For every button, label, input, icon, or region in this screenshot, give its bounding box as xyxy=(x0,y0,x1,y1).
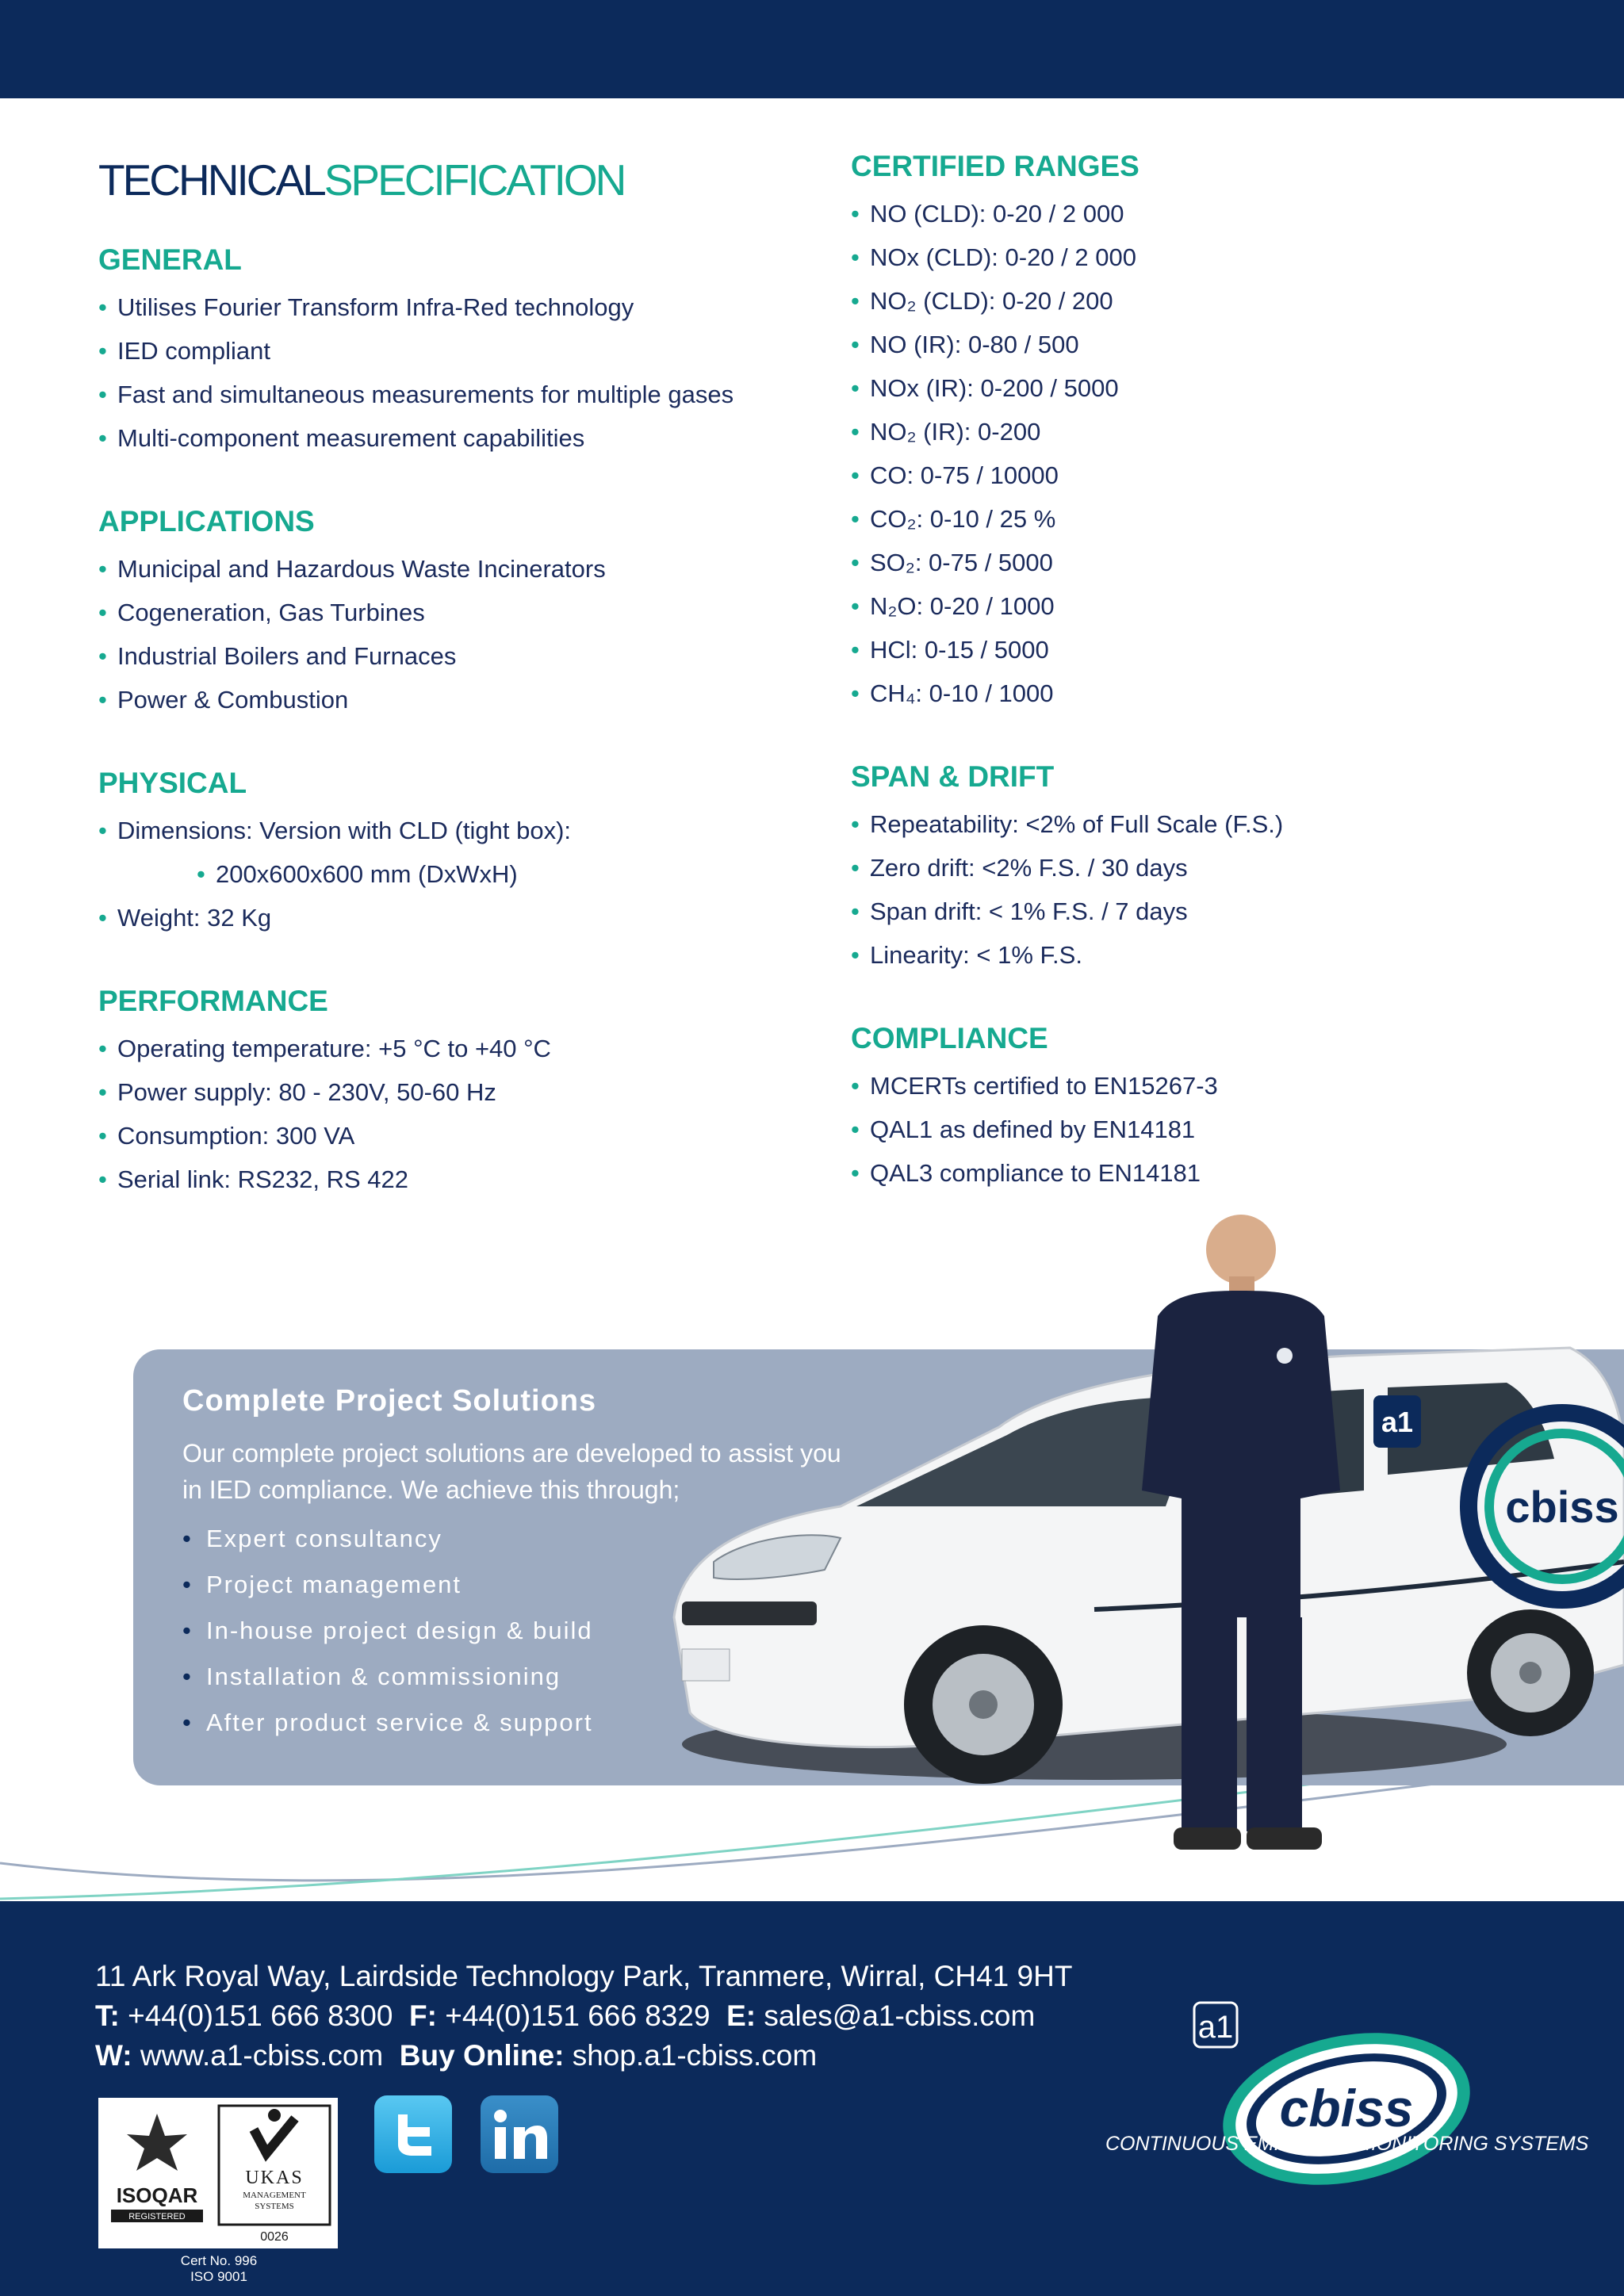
a1-cbiss-logo xyxy=(1102,1949,1578,2210)
twitter-icon[interactable] xyxy=(374,2095,452,2173)
left-column xyxy=(98,155,780,1246)
shop-link[interactable]: shop.a1-cbiss.com xyxy=(572,2039,818,2072)
list-item: • Project management xyxy=(182,1562,959,1608)
svg-text:cbiss: cbiss xyxy=(1279,2079,1414,2137)
list-item: • MCERTs certified to EN15267-3 xyxy=(851,1064,1565,1108)
certified-ranges-list xyxy=(851,192,1565,715)
list-item: • SO₂: 0-75 / 5000 xyxy=(851,541,1565,584)
list-item: • N₂O: 0-20 / 1000 xyxy=(851,584,1565,628)
phone-number[interactable]: +44(0)151 666 8300 xyxy=(128,1999,393,2032)
svg-text:REGISTERED: REGISTERED xyxy=(128,2212,186,2221)
list-item: • Serial link: RS232, RS 422 xyxy=(98,1158,780,1201)
van-with-technician-image xyxy=(650,1189,1624,1887)
list-item: • Dimensions: Version with CLD (tight box): xyxy=(98,809,780,852)
list-item: • IED compliant xyxy=(98,329,780,373)
cert-caption: Cert No. 996 ISO 9001 xyxy=(180,2253,258,2284)
performance-list xyxy=(98,1027,780,1201)
list-item: • CH₄: 0-10 / 1000 xyxy=(851,672,1565,715)
list-item: • Cogeneration, Gas Turbines xyxy=(98,591,780,634)
list-item: • NO (CLD): 0-20 / 2 000 xyxy=(851,192,1565,235)
section-heading-physical: PHYSICAL xyxy=(98,767,247,799)
list-item: • Weight: 32 Kg xyxy=(98,896,780,939)
list-item: • QAL1 as defined by EN14181 xyxy=(851,1108,1565,1151)
list-item: • Expert consultancy xyxy=(182,1516,959,1562)
list-item: • Span drift: < 1% F.S. / 7 days xyxy=(851,890,1565,933)
section-heading-performance: PERFORMANCE xyxy=(98,985,328,1017)
page-title: TECHNICALSPECIFICATION xyxy=(98,155,625,205)
address: 11 Ark Royal Way, Lairdside Technology Park, Tranmere, Wirral, CH41 9HT xyxy=(95,1960,1073,1992)
list-item: • Zero drift: <2% F.S. / 30 days xyxy=(851,846,1565,890)
list-item: • QAL3 compliance to EN14181 xyxy=(851,1151,1565,1195)
svg-text:ISOQAR: ISOQAR xyxy=(116,2183,198,2207)
list-item: • Installation & commissioning xyxy=(182,1654,959,1700)
list-subitem: • 200x600x600 mm (DxWxH) xyxy=(98,852,780,896)
list-item: • Repeatability: <2% of Full Scale (F.S.) xyxy=(851,802,1565,846)
list-item: • NO (IR): 0-80 / 500 xyxy=(851,323,1565,366)
list-item: • Operating temperature: +5 °C to +40 °C xyxy=(98,1027,780,1070)
web-line: W: www.a1-cbiss.com Buy Online: shop.a1-cbiss.com xyxy=(95,2039,818,2072)
fax-number: +44(0)151 666 8329 xyxy=(445,1999,710,2032)
general-list xyxy=(98,285,780,460)
van-badge-text: a1 xyxy=(1381,1406,1414,1438)
list-item: • Fast and simultaneous measurements for multiple gases xyxy=(98,373,780,416)
section-heading-applications: APPLICATIONS xyxy=(98,505,315,538)
list-item: • Industrial Boilers and Furnaces xyxy=(98,634,780,678)
list-item: • Power supply: 80 - 230V, 50-60 Hz xyxy=(98,1070,780,1114)
list-item: • NO₂ (IR): 0-200 xyxy=(851,410,1565,453)
van-logo-text: cbiss xyxy=(1505,1482,1619,1532)
footer xyxy=(0,1901,1624,2296)
website-link[interactable]: www.a1-cbiss.com xyxy=(140,2039,384,2072)
phone-fax-email-line: T: +44(0)151 666 8300 F: +44(0)151 666 8329 E: sales@a1-cbiss.com xyxy=(95,1999,1036,2032)
svg-text:0026: 0026 xyxy=(260,2230,289,2244)
svg-text:SYSTEMS: SYSTEMS xyxy=(255,2202,294,2211)
span-drift-list xyxy=(851,802,1565,977)
certification-logos xyxy=(98,2098,338,2248)
linkedin-icon[interactable] xyxy=(481,2095,558,2173)
svg-text:UKAS: UKAS xyxy=(245,2168,304,2188)
contact-details xyxy=(95,1957,1072,2076)
list-item: • After product service & support xyxy=(182,1700,959,1746)
section-heading-general: GENERAL xyxy=(98,243,242,276)
list-item: • NOx (IR): 0-200 / 5000 xyxy=(851,366,1565,410)
list-item: • Utilises Fourier Transform Infra-Red technology xyxy=(98,285,780,329)
list-item: • HCl: 0-15 / 5000 xyxy=(851,628,1565,672)
list-item: • CO₂: 0-10 / 25 % xyxy=(851,497,1565,541)
svg-text:a1: a1 xyxy=(1197,2010,1234,2045)
list-item: • Multi-component measurement capabilities xyxy=(98,416,780,460)
list-item: • Linearity: < 1% F.S. xyxy=(851,933,1565,977)
email-link[interactable]: sales@a1-cbiss.com xyxy=(764,1999,1036,2032)
section-heading-compliance: COMPLIANCE xyxy=(851,1022,1048,1054)
list-item: • CO: 0-75 / 10000 xyxy=(851,453,1565,497)
section-heading-span-drift: SPAN & DRIFT xyxy=(851,760,1055,793)
list-item: • Municipal and Hazardous Waste Incinerators xyxy=(98,547,780,591)
top-banner xyxy=(0,0,1624,98)
solutions-title: Complete Project Solutions xyxy=(182,1384,597,1418)
applications-list xyxy=(98,547,780,721)
solutions-text: Our complete project solutions are developed to assist you in IED compliance. We achieve this through; xyxy=(182,1439,841,1504)
list-item: • NO₂ (CLD): 0-20 / 200 xyxy=(851,279,1565,323)
tagline: CONTINUOUS EMISSIONS MONITORING SYSTEMS xyxy=(1105,2133,1589,2155)
list-item: • NOx (CLD): 0-20 / 2 000 xyxy=(851,235,1565,279)
list-item: • In-house project design & build xyxy=(182,1608,959,1654)
physical-list xyxy=(98,809,780,939)
right-column xyxy=(851,150,1565,1239)
list-item: • Consumption: 300 VA xyxy=(98,1114,780,1158)
list-item: • Power & Combustion xyxy=(98,678,780,721)
compliance-list xyxy=(851,1064,1565,1195)
section-heading-certified-ranges: CERTIFIED RANGES xyxy=(851,150,1139,182)
isoqar-ukas-icon xyxy=(98,2098,338,2248)
svg-text:MANAGEMENT: MANAGEMENT xyxy=(243,2191,306,2200)
